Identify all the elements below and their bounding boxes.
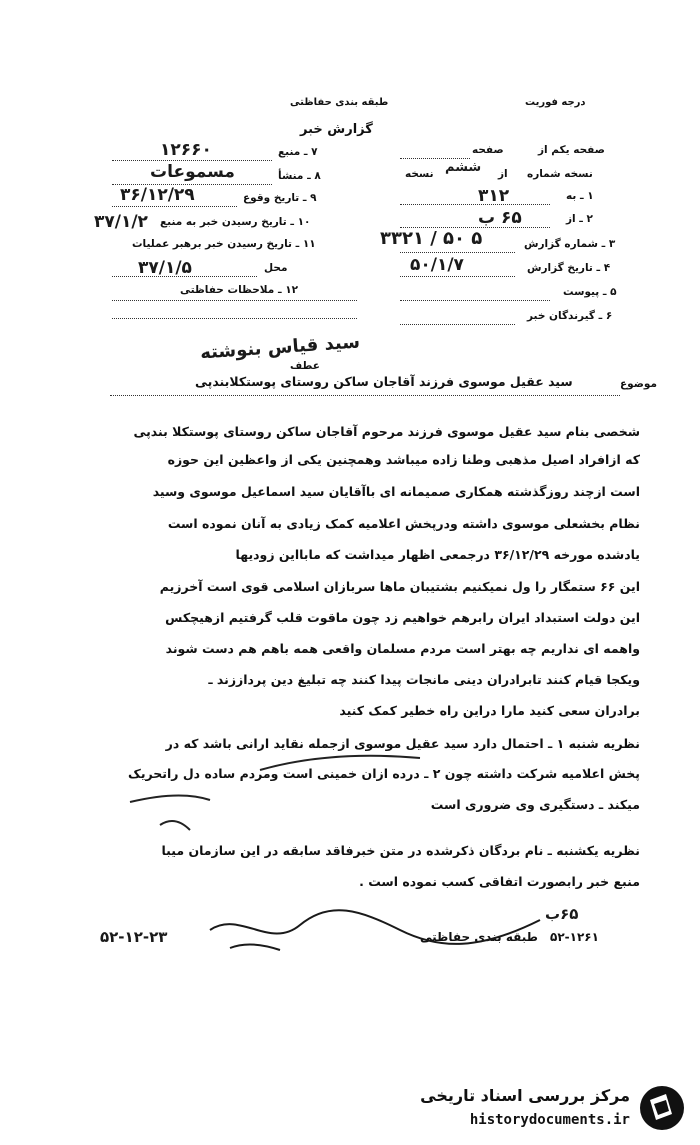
field-recipients-label: ۶ ـ گیرندگان خبر	[527, 310, 613, 322]
field-operations-date-value: ۳۷/۱/۵	[138, 258, 192, 278]
field-copy-tail: نسخه	[405, 168, 434, 180]
field-origin-label: ۸ ـ منشأ	[278, 170, 321, 182]
field-location-label: محل	[264, 262, 288, 274]
subject-note-above: عطف	[290, 360, 320, 372]
body-line: این دولت استبداد ایران رابرهم خواهیم زد چون ماقوت قلب گرفتیم ازهیچکس	[165, 610, 640, 625]
subject-text: سید عقیل موسوی فرزند آقاجان ساکن روستای پوستکلابندپی	[195, 374, 573, 389]
field-operations-date-label: ۱۱ ـ تاریخ رسیدن خبر برهبر عملیات	[132, 238, 316, 250]
signature-right-number: ۶۵ب	[545, 905, 579, 923]
urgency-label: درجه فوریت	[525, 97, 586, 108]
signature-left-number: ۵۲-۱۲-۲۳	[100, 928, 168, 946]
field-report-date-label: ۴ ـ تاریخ گزارش	[527, 262, 611, 274]
footer-url: historydocuments.ir	[469, 1112, 630, 1128]
body-line: برادران سعی کنید مارا دراین راه خطیر کمک کنید	[339, 703, 640, 718]
body-line: ویکجا قیام کنند تابرادران دینی مانجات پیدا کنند چه تبلیغ دین پرداززند ـ	[208, 672, 640, 687]
field-page-extra: صفحه	[472, 144, 504, 156]
body-line: واهمه ای نداریم چه بهتر است مردم مسلمان واقعی همه باهم هم دست شوند	[165, 641, 640, 656]
classification-label: طبقه بندی حفاظتی	[290, 97, 389, 108]
body-line: است ازچند روزگذشته همکاری صمیمانه ای باآقایان سید اسماعیل موسوی وسید	[152, 484, 640, 499]
body-line: منبع خبر رابصورت اتفاقی کسب نموده است .	[359, 874, 640, 889]
body-line: این ۶۶ ستمگار را ول نمیکنیم بشتیبان ماها سربازان اسلامی قوی است آخرزیم	[159, 579, 640, 594]
handwritten-note: سید قیاس بنوشته	[199, 331, 361, 364]
pen-annotation-marks	[100, 730, 580, 850]
field-origin-value: مسموعات	[150, 162, 235, 182]
field-to-label: ۱ ـ به	[566, 190, 594, 202]
field-to-value: ۳۱۲	[478, 186, 510, 206]
signature-stamp: طبقه بندی حفاظتی	[420, 930, 538, 944]
field-report-date-value: ۵۰/۱/۷	[410, 255, 464, 275]
body-line: نظریه یکشنبه ـ نام بردگان ذکرشده در متن خبرفاقد سابقه در این سازمان میبا	[161, 843, 640, 858]
footer-org-name: مرکز بررسی اسناد تاریخی	[420, 1086, 630, 1105]
field-copy-label: نسخه شماره	[527, 168, 593, 180]
field-received-date-label: ۱۰ ـ تاریخ رسیدن خبر به منبع	[160, 216, 311, 228]
body-line: نظام بخشعلی موسوی داشته ودرپخش اعلامیه کمک زیادی به آنان نموده است	[167, 516, 640, 531]
body-line: میکند ـ دستگیری وی ضروری است	[430, 797, 640, 812]
body-line: که ازافراد اصیل مذهبی وطنا زاده میباشد وهمچنین یکی از واعظین این حوزه	[167, 452, 640, 467]
field-attachment-label: ۵ ـ پیوست	[563, 286, 617, 298]
field-security-notes-label: ۱۲ ـ ملاحظات حفاظتی	[180, 284, 299, 296]
signature-right-code: ۵۲-۱۲۶۱	[550, 930, 599, 944]
document-title: گزارش خبر	[300, 122, 373, 137]
body-line: یادشده مورخه ۳۶/۱۲/۲۹ درجمعی اظهار میداشت که مابااین زودیها	[235, 547, 640, 562]
field-from-label: ۲ ـ از	[566, 213, 593, 225]
field-page-label: صفحه یکم از	[538, 144, 605, 156]
field-occurrence-date-value: ۳۶/۱۲/۲۹	[120, 185, 195, 205]
body-line: شخصی بنام سید عقیل موسوی فرزند مرحوم آقاجان ساکن روستای پوستکلا بندپی	[133, 424, 640, 439]
field-from-value: ۶۵ ب	[478, 208, 522, 228]
subject-label: موضوع	[620, 378, 657, 390]
field-report-number-value: ۳۳۲۱ / ۵۰ ۵	[380, 228, 483, 249]
body-line: نظریه شنبه ۱ ـ احتمال دارد سید عقیل موسوی ازجمله نقاید ارانی باشد که در	[165, 736, 640, 751]
field-source-value: ۱۲۶۶۰	[160, 140, 212, 160]
field-report-number-label: ۳ ـ شماره گزارش	[524, 238, 616, 250]
field-source-label: ۷ ـ منبع	[278, 146, 318, 158]
field-occurrence-date-label: ۹ ـ تاریخ وقوع	[243, 192, 317, 204]
field-copy-middle: از	[498, 168, 508, 180]
body-line: پخش اعلامیه شرکت داشته چون ۲ ـ درده ازان خمینی است ومردم ساده دل راتحریک	[128, 766, 640, 781]
signature-scribble	[200, 900, 560, 960]
field-received-date-value: ۳۷/۱/۲	[94, 212, 148, 232]
field-copy-value: ششم	[445, 160, 482, 175]
